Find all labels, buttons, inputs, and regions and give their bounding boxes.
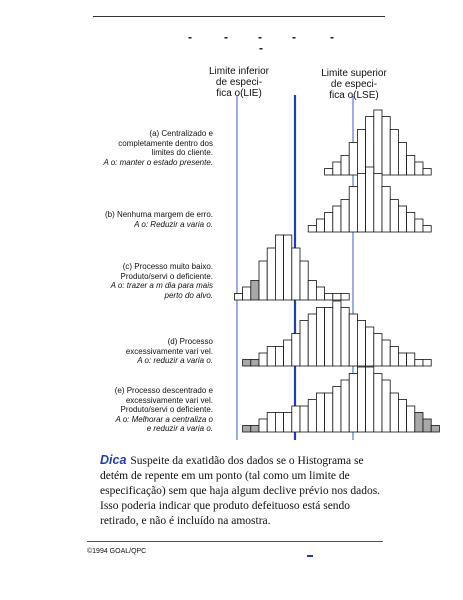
- case-line: (d) Processo: [167, 337, 213, 346]
- histogram-bar: [349, 143, 357, 176]
- lower-spec-line: fica o(LIE): [216, 88, 262, 99]
- histogram-bar: [308, 314, 316, 366]
- histogram-bar: [382, 340, 390, 366]
- tip-text: Suspeite da exatidão dos dados se o Histograma se detém de repente em um ponto (tal como um limite de especificação) sem que haja algum declive prévio nos dados. Isso poderia indicar que produto defeituoso está sendo retirado, e não é incluído na amostra.: [100, 455, 381, 527]
- histogram-d: [243, 301, 432, 366]
- histogram-bar: [234, 294, 242, 301]
- title-fragment: -: [292, 30, 296, 44]
- histogram-bar: [308, 226, 316, 233]
- histogram-bar: [325, 294, 333, 301]
- histogram-bar: [316, 219, 324, 232]
- histogram-bar: [325, 393, 333, 432]
- histogram-bar: [300, 261, 308, 300]
- case-action: A o: Melhorar a centraliza o: [115, 414, 213, 424]
- histogram-bar: [259, 261, 267, 300]
- histogram-bar: [275, 347, 283, 367]
- case-line: (e) Processo descentrado e: [114, 386, 213, 395]
- histogram-bar: [325, 308, 333, 367]
- case-line: (b) Nenhuma margem de erro.: [104, 210, 213, 219]
- histogram-bar: [357, 130, 365, 176]
- histogram-b: [308, 167, 431, 232]
- case-action: A o: Reduzir a varia o.: [134, 219, 213, 229]
- histogram-bar: [316, 287, 324, 300]
- histogram-bar: [333, 301, 341, 366]
- histogram-bar: [267, 413, 275, 433]
- histogram-bar: [284, 235, 292, 300]
- histogram-bar: [431, 426, 439, 433]
- upper-spec-line: fica o(LSE): [329, 90, 379, 101]
- histogram-bar: [284, 340, 292, 366]
- histogram-bar: [349, 374, 357, 433]
- histogram-bar: [316, 308, 324, 367]
- histogram-bar: [300, 406, 308, 432]
- title-fragment: -: [258, 30, 262, 44]
- case-action: A o: reduzir a varia o.: [137, 356, 213, 365]
- tip-label: Dica: [100, 453, 127, 467]
- histogram-bar: [398, 400, 406, 433]
- histogram-bar: [292, 334, 300, 367]
- histogram-bar: [423, 169, 431, 176]
- bottom-rule: [87, 541, 383, 542]
- histogram-bar: [325, 213, 333, 233]
- histogram-bar: [349, 314, 357, 366]
- histogram-bar: [374, 110, 382, 175]
- histogram-bar: [308, 400, 316, 433]
- histogram-bar: [390, 200, 398, 233]
- case-line: (c) Processo muito baixo.: [122, 262, 213, 271]
- histogram-bar: [366, 167, 374, 232]
- histogram-bar: [341, 294, 349, 301]
- case-line: excessivamente vari vel.: [125, 346, 213, 356]
- case-line: Produto/servi o deficiente.: [120, 405, 213, 414]
- histogram-bar: [251, 281, 259, 301]
- histogram-bar: [407, 213, 415, 233]
- histogram-bar: [415, 219, 423, 232]
- histogram-bar: [366, 367, 374, 432]
- histogram-bar: [292, 406, 300, 432]
- histogram-bar: [407, 406, 415, 432]
- histogram-bar: [316, 393, 324, 432]
- histogram-bar: [300, 321, 308, 367]
- histogram-bar: [275, 413, 283, 433]
- histogram-bar: [341, 308, 349, 367]
- lower-spec-line: Limite inferior: [208, 66, 270, 77]
- histogram-bar: [423, 226, 431, 233]
- histogram-bar: [415, 413, 423, 433]
- tip-paragraph: [100, 453, 390, 529]
- histogram-bar: [398, 353, 406, 366]
- histogram-bar: [398, 143, 406, 176]
- title-fragment: -: [224, 30, 228, 44]
- histogram-bar: [333, 206, 341, 232]
- histogram-bar: [275, 235, 283, 300]
- histogram-bar: [407, 156, 415, 176]
- histogram-bar: [390, 130, 398, 176]
- histogram-bar: [423, 419, 431, 432]
- histogram-a: [325, 110, 432, 175]
- histogram-bar: [308, 281, 316, 301]
- histogram-bar: [407, 353, 415, 366]
- case-action: A o: manter o estado presente.: [103, 157, 213, 167]
- histogram-bar: [243, 287, 251, 300]
- histogram-bar: [357, 367, 365, 432]
- histogram-bar: [398, 206, 406, 232]
- histogram-bar: [374, 374, 382, 433]
- case-action: perto do alvo.: [164, 290, 213, 300]
- histogram-bar: [325, 169, 333, 176]
- case-line: excessivamente vari vel.: [125, 395, 213, 405]
- histogram-bar: [259, 353, 267, 366]
- histogram-bar: [251, 426, 259, 433]
- histogram-bar: [366, 117, 374, 176]
- histogram-bar: [415, 360, 423, 367]
- histogram-bar: [341, 156, 349, 176]
- histogram-bar: [349, 187, 357, 233]
- lower-spec-line: de especi-: [215, 77, 263, 88]
- histogram-bar: [243, 360, 251, 367]
- case-action: e reduzir a varia o.: [146, 424, 213, 433]
- title-fragment: -: [259, 41, 263, 55]
- histogram-bar: [390, 347, 398, 367]
- histogram-bar: [390, 393, 398, 432]
- case-line: Produto/servi o deficiente.: [120, 271, 213, 281]
- case-line: (a) Centralizado e: [149, 129, 213, 138]
- page-marker: [307, 549, 313, 557]
- histogram-bar: [382, 380, 390, 432]
- title-fragment: -: [330, 30, 334, 44]
- histogram-bar: [284, 413, 292, 433]
- histogram-c: [234, 235, 349, 300]
- histogram-bar: [267, 347, 275, 367]
- histogram-bar: [341, 200, 349, 233]
- case-action: A o: trazer a m dia para mais: [110, 281, 213, 290]
- histogram-bar: [333, 387, 341, 433]
- histogram-bar: [292, 248, 300, 300]
- histogram-bar: [357, 321, 365, 367]
- case-line: completamente dentro dos: [118, 138, 213, 148]
- histogram-e: [243, 367, 440, 432]
- upper-spec-line: de especi-: [330, 79, 378, 90]
- histogram-bar: [267, 248, 275, 300]
- histogram-bar: [333, 162, 341, 175]
- histogram-bar: [243, 426, 251, 433]
- histogram-bar: [374, 174, 382, 233]
- histogram-bar: [333, 294, 341, 301]
- histogram-bar: [259, 419, 267, 432]
- histogram-bar: [382, 187, 390, 233]
- case-line: limites do cliente.: [151, 148, 213, 157]
- histogram-bar: [382, 117, 390, 176]
- title-fragment: -: [188, 30, 192, 44]
- histogram-bar: [357, 174, 365, 233]
- histogram-bar: [374, 334, 382, 367]
- histogram-bar: [423, 360, 431, 367]
- histogram-bar: [415, 162, 423, 175]
- copyright: ©1994 GOAL/QPC: [87, 548, 147, 555]
- histogram-bar: [341, 380, 349, 432]
- histogram-bar: [366, 327, 374, 366]
- upper-spec-line: Limite superior: [321, 68, 387, 79]
- histogram-bar: [251, 360, 259, 367]
